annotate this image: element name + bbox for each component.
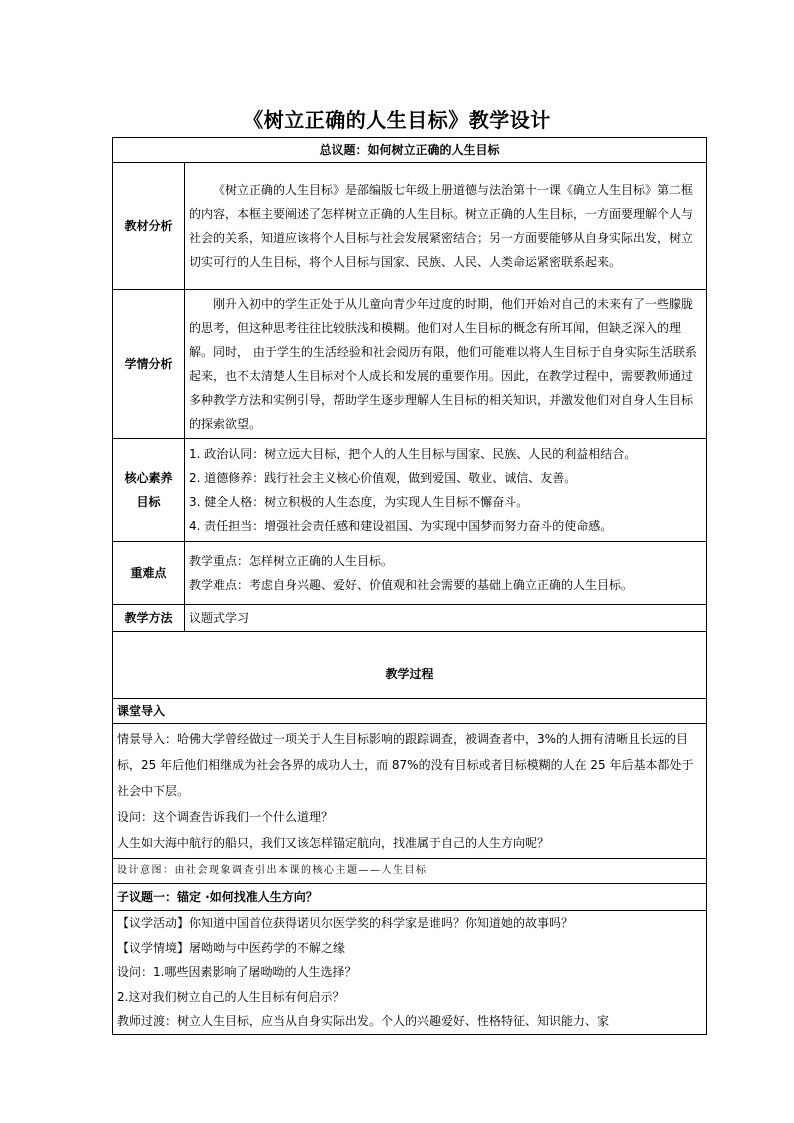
textbook-analysis-row: [113, 163, 707, 290]
document-title: 《树立正确的人生目标》教学设计: [243, 108, 551, 132]
core-goal-item: 1. 政治认同：树立远大目标，把个人的人生目标与国家、民族、人民的利益相结合。: [189, 447, 637, 461]
design-intent-row: [113, 859, 707, 884]
scenario-line: 【议学情境】屠呦呦与中医药学的不解之缘: [117, 940, 346, 955]
design-intent: 设计意图：由社会现象调查引出本课的核心主题——人生目标: [113, 859, 707, 884]
student-analysis-row: [113, 290, 707, 439]
sub-topic-content-row: [113, 911, 707, 1035]
question-line: 2.这对我们树立自己的人生目标有何启示？: [117, 989, 345, 1004]
textbook-analysis-text: 《树立正确的人生目标》是部编版七年级上册道德与法治第十一课《确立人生目标》第二框的内容，本框主要阐述了怎样树立正确的人生目标。树立正确的人生目标，一方面要理解个人与社会的关系，知道应该将个人目标与社会发展紧密结合；另一方面要能够从自身实际出发，树立切实可行的人生目标，将个人目标与国家、民族、人民、人类命运紧密联系起来。: [185, 163, 707, 290]
sub-topic-row: [113, 884, 707, 911]
general-topic: 总议题：如何树立正确的人生目标: [113, 138, 707, 163]
intro-question-1: 设问：这个调查告诉我们一个什么道理？: [117, 810, 334, 824]
general-topic-row: [113, 138, 707, 163]
method-value: 议题式学习: [185, 605, 707, 632]
core-goals-label-line2: 目标: [136, 495, 161, 509]
question-line: 设问：1.哪些因素影响了屠呦呦的人生选择？: [117, 965, 357, 979]
sub-topic-content: [113, 911, 707, 1035]
core-goals-label: [113, 439, 185, 542]
key-point-item: 教学难点：考虑自身兴趣、爱好、价值观和社会需要的基础上确立正确的人生目标。: [189, 578, 634, 592]
student-analysis-label: 学情分析: [113, 290, 185, 439]
core-goal-item: 4. 责任担当：增强社会责任感和建设祖国、为实现中国梦而努力奋斗的使命感。: [189, 519, 613, 533]
key-points-row: [113, 542, 707, 605]
intro-question-2: 人生如大海中航行的船只，我们又该怎样锚定航向，找准属于自己的人生方向呢？: [117, 836, 550, 850]
process-title-row: [113, 632, 707, 699]
intro-content-row: [113, 724, 707, 859]
intro-content: [113, 724, 707, 859]
key-points-label: 重难点: [113, 542, 185, 605]
core-goals-row: [113, 439, 707, 542]
method-row: [113, 605, 707, 632]
intro-heading-row: [113, 699, 707, 724]
student-analysis-text: 刚升入初中的学生正处于从儿童向青少年过度的时期，他们开始对自己的未来有了一些朦胧的思考，但这种思考往往比较肤浅和模糊。他们对人生目标的概念有所耳闻，但缺乏深入的理解。同时， 由于学生的生活经验和社会阅历有限，他们可能难以将人生目标于自身实际生活联系起来，也不太清楚人生目标对个人成长和发展的重要作用。因此，在教学过程中，需要教师通过多种教学方法和实例引导，帮助学生逐步理解人生目标的相关知识，并激发他们对自身人生目标的探索欲望。: [185, 290, 707, 439]
activity-line: 【议学活动】你知道中国首位获得诺贝尔医学奖的科学家是谁吗？你知道她的故事吗？: [117, 916, 574, 930]
process-title: 教学过程: [113, 632, 707, 699]
core-goals-label-line1: 核心素养: [124, 471, 173, 485]
key-point-item: 教学重点：怎样树立正确的人生目标。: [189, 554, 394, 568]
core-goal-item: 3. 健全人格：树立积极的人生态度，为实现人生目标不懈奋斗。: [189, 495, 529, 509]
transition-line: 教师过渡：树立人生目标，应当从自身实际出发。个人的兴趣爱好、性格特征、知识能力、家: [117, 1014, 610, 1028]
key-points-list: [185, 542, 707, 605]
lesson-plan-table: [112, 137, 707, 1035]
textbook-analysis-label: 教材分析: [113, 163, 185, 290]
intro-heading: 课堂导入: [113, 699, 707, 724]
core-goals-list: [185, 439, 707, 542]
method-label: 教学方法: [113, 605, 185, 632]
core-goal-item: 2. 道德修养：践行社会主义核心价值观，做到爱国、敬业、诚信、友善。: [189, 471, 577, 485]
sub-topic: 子议题一：锚定 ·如何找准人生方向？: [113, 884, 707, 911]
intro-text: 情景导入：哈佛大学曾经做过一项关于人生目标影响的跟踪调查，被调查者中，3%的人拥有清晰且长远的目标，25 年后他们相继成为社会各界的成功人士，而 87%的没有目标或者目标模糊的人在 25 年后基本都处于社会中下层。: [117, 732, 694, 798]
